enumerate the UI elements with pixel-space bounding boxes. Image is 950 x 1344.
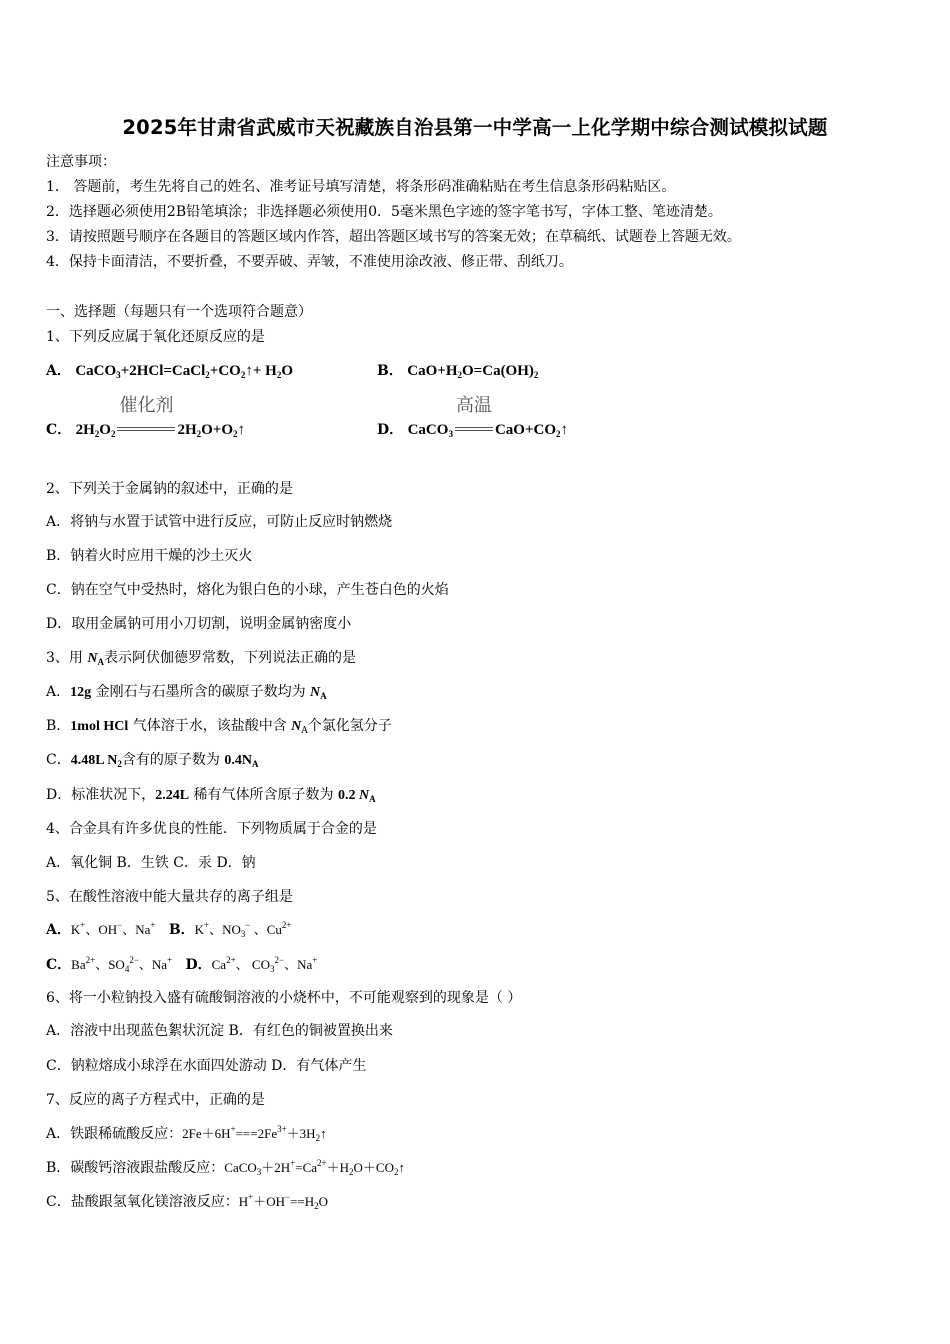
q1-option-c: C． $2H_2O_2$ 催化剂 $2H_2O+O_2↑$ (46, 395, 246, 439)
q1-option-d: D． CaCO$_3$ 高温 $CaO+CO_2↑$ (377, 395, 568, 439)
q3-option-d: D．标准状况下，2.24L 稀有气体所含原子数为 0.2 $N_A$ (46, 787, 376, 804)
q2-option-b: B．钠着火时应用干燥的沙土灭火 (46, 548, 253, 564)
catalyst-condition: 催化剂 (117, 420, 175, 440)
notice-item-3: 3．请按照题号顺序在各题目的答题区域内作答，超出答题区域书写的答案无效；在草稿纸、试题卷上答题无效。 (46, 229, 741, 245)
q6-stem: 6、将一小粒钠投入盛有硫酸铜溶液的小烧杯中，不可能观察到的现象是（ ） (46, 990, 522, 1006)
q3-option-b: B．1mol HCl 气体溶于水，该盐酸中含 $N_A$个氯化氢分子 (46, 718, 392, 736)
q6-options-ab: A．溶液中出现蓝色絮状沉淀 B．有红色的铜被置换出来 (46, 1023, 393, 1039)
notice-heading: 注意事项： (46, 154, 116, 170)
q6-options-cd: C．钠粒熔成小球浮在水面四处游动 D．有气体产生 (46, 1058, 367, 1074)
q7-option-b: B．碳酸钙溶液跟盐酸反应：$CaCO_3+2H^+=Ca^{2+}+H_2O+CO_2↑$ (46, 1158, 405, 1177)
q2-option-c: C．钠在空气中受热时，熔化为银白色的小球，产生苍白色的火焰 (46, 582, 449, 598)
high-temp-condition: 高温 (455, 420, 493, 440)
q5-options-cd: C．$Ba^{2+}$、$SO_4^{2-}$、Na+ D．$Ca^{2+}$、 $CO_3^{2-}$、Na+ (46, 955, 318, 974)
q1-stem: 1、下列反应属于氧化还原反应的是 (46, 329, 265, 345)
q5-options-ab: A．K+、OH−、Na+ B．K+、$NO_3^-$ 、$Cu^{2+}$ (46, 920, 292, 939)
q3-option-c: C．4.48L $N_2$含有的原子数为 $0.4N_A$ (46, 752, 259, 769)
q3-option-a: A．12g 金刚石与石墨所含的碳原子数均为 $N_A$ (46, 684, 327, 701)
q5-stem: 5、在酸性溶液中能大量共存的离子组是 (46, 889, 293, 905)
section-heading: 一、选择题（每题只有一个选项符合题意） (46, 304, 312, 320)
q4-stem: 4、合金具有许多优良的性能．下列物质属于合金的是 (46, 821, 377, 837)
notice-item-1: 1． 答题前，考生先将自己的姓名、准考证号填写清楚，将条形码准确粘贴在考生信息条形码粘贴区。 (46, 179, 676, 195)
page-title: 2025年甘肃省武威市天祝藏族自治县第一中学高一上化学期中综合测试模拟试题 (122, 116, 828, 139)
notice-item-2: 2．选择题必须使用2B铅笔填涂；非选择题必须使用0．5毫米黑色字迹的签字笔书写，字体工整、笔迹清楚。 (46, 204, 722, 220)
q2-option-d: D．取用金属钠可用小刀切割，说明金属钠密度小 (46, 616, 352, 632)
q3-stem: 3、用 $N_A$表示阿伏伽德罗常数，下列说法正确的是 (46, 650, 356, 667)
q2-option-a: A．将钠与水置于试管中进行反应，可防止反应时钠燃烧 (46, 514, 393, 530)
q7-option-a: A．铁跟稀硫酸反应：$2Fe+6H^+===2Fe^{3+}+3H_2↑$ (46, 1124, 327, 1143)
q7-stem: 7、反应的离子方程式中，正确的是 (46, 1092, 265, 1108)
notice-item-4: 4．保持卡面清洁，不要折叠，不要弄破、弄皱，不准使用涂改液、修正带、刮纸刀。 (46, 254, 573, 270)
q4-options: A．氧化铜 B．生铁 C．汞 D．钠 (46, 855, 256, 871)
q1-option-a: A． $CaCO_3+2HCl=CaCl_2+CO_2↑+ H_2O$ (46, 363, 293, 380)
q2-stem: 2、下列关于金属钠的叙述中，正确的是 (46, 481, 293, 497)
q7-option-c: C．盐酸跟氢氧化镁溶液反应：$H^++OH^-==H_2O$ (46, 1192, 328, 1211)
q1-option-b: B． $CaO+H_2O=Ca(OH)_2$ (377, 363, 539, 380)
